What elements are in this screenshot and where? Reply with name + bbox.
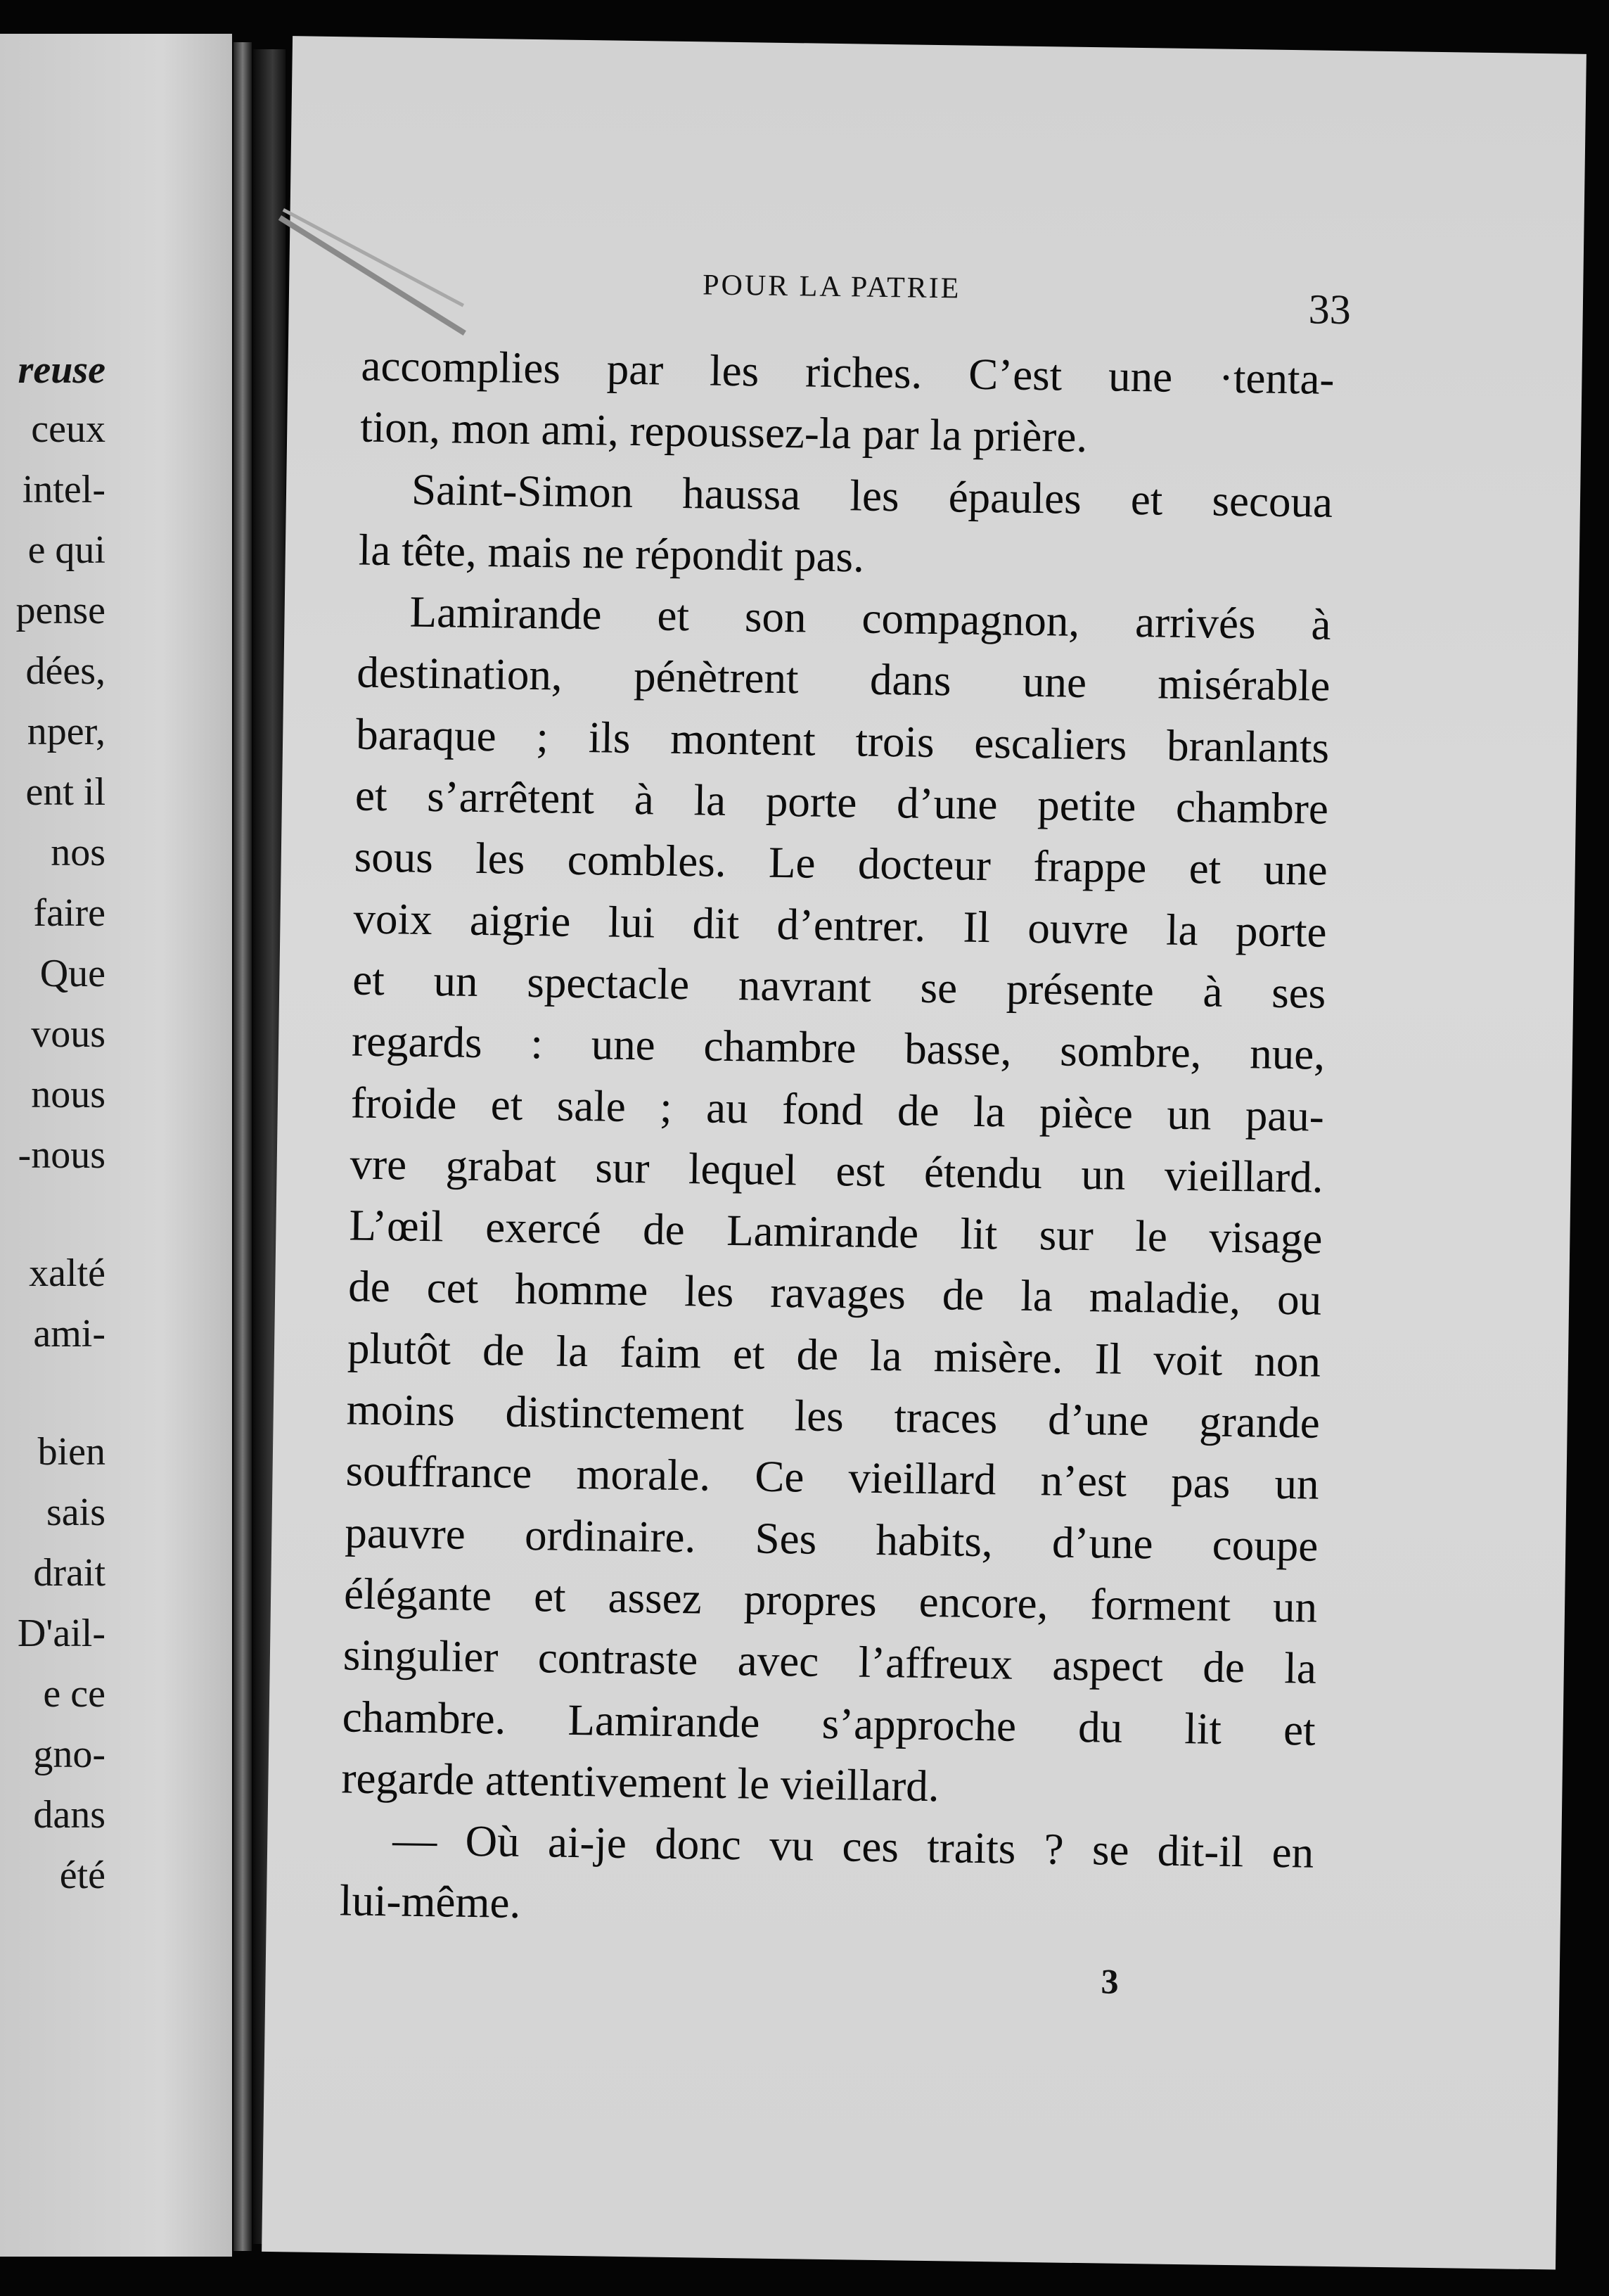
text-line: regarde attentivement le vieillard. (341, 1753, 940, 1811)
previous-page-line: gno- (33, 1733, 105, 1776)
previous-page-line: drait (33, 1551, 105, 1595)
previous-page-line: été (59, 1854, 105, 1897)
text-line: élégante et assez propres encore, forment un (343, 1569, 1318, 1632)
page (262, 36, 1586, 2269)
previous-page-line: vous (31, 1012, 105, 1056)
text-line: pauvre ordinaire. Ses habits, d’une coupe (344, 1507, 1319, 1571)
previous-page-line: xalté (29, 1251, 105, 1295)
text-line: et s’arrêtent à la porte d’une petite chambre (354, 770, 1329, 834)
page-number: 33 (1308, 286, 1352, 333)
text-line: souffrance morale. Ce vieillard n’est pas un (345, 1446, 1319, 1510)
text-line: de cet homme les ravages de la maladie, ou (347, 1261, 1322, 1325)
page-edge (233, 42, 252, 2251)
previous-page-line: D'ail- (17, 1612, 105, 1655)
previous-page-line: Que (39, 952, 105, 995)
body-text (339, 336, 1335, 1946)
text-line: — Où ai-je donc vu ces traits ? se dit-il en (392, 1815, 1314, 1877)
previous-page-line: intel- (22, 468, 105, 511)
text-line: voix aigrie lui dit d’entrer. Il ouvre la porte (353, 893, 1327, 957)
previous-page-line: dées, (25, 649, 105, 693)
previous-page-line: ent il (25, 770, 105, 814)
previous-page (0, 34, 232, 2257)
previous-page-line: dans (33, 1793, 105, 1837)
text-line: froide et sale ; au fond de la pièce un pau- (350, 1078, 1325, 1141)
signature-mark: 3 (1101, 1961, 1119, 2001)
running-head: POUR LA PATRIE (702, 269, 961, 305)
previous-page-line: e qui (27, 528, 105, 572)
text-line: regards : une chambre basse, sombre, nue, (351, 1016, 1326, 1080)
text-line: destination, pénètrent dans une misérable (356, 648, 1331, 711)
text-line: et un spectacle navrant se présente à ses (352, 955, 1326, 1018)
previous-page-line: bien (37, 1430, 105, 1474)
previous-page-line: nper, (27, 710, 105, 753)
previous-page-line: e ce (43, 1672, 105, 1716)
previous-page-line: pense (15, 589, 105, 632)
text-line: sous les combles. Le docteur frappe et une (354, 831, 1328, 895)
text-line: Saint-Simon haussa les épaules et secoua (411, 464, 1333, 527)
previous-page-line: ceux (31, 407, 105, 451)
text-line: tion, mon ami, repoussez-la par la prière. (359, 402, 1088, 462)
text-line: chambre. Lamirande s’approche du lit et (342, 1691, 1316, 1755)
text-line: Lamirande et son compagnon, arrivés à (409, 587, 1332, 650)
text-line: singulier contraste avec l’affreux aspect de la (342, 1630, 1317, 1693)
text-line: baraque ; ils montent trois escaliers branlants (355, 709, 1330, 772)
text-line: la tête, mais ne répondit pas. (358, 525, 865, 582)
previous-page-line: sais (46, 1491, 105, 1534)
previous-page-line: ami- (33, 1312, 105, 1356)
previous-page-line: reuse (18, 348, 105, 392)
text-line: vre grabat sur lequel est étendu un vieillard. (350, 1139, 1324, 1202)
previous-page-line: nous (31, 1073, 105, 1116)
previous-page-line: -nous (18, 1133, 105, 1177)
text-line: accomplies par les riches. C’est une ·tenta- (361, 340, 1335, 404)
previous-page-line: nos (51, 831, 105, 874)
previous-page-line: faire (33, 891, 105, 935)
text-line: L’œil exercé de Lamirande lit sur le visage (349, 1200, 1323, 1263)
text-line: moins distinctement les traces d’une grande (346, 1384, 1321, 1448)
text-line: lui-même. (339, 1875, 521, 1928)
text-line: plutôt de la faim et de la misère. Il voit non (347, 1323, 1321, 1386)
